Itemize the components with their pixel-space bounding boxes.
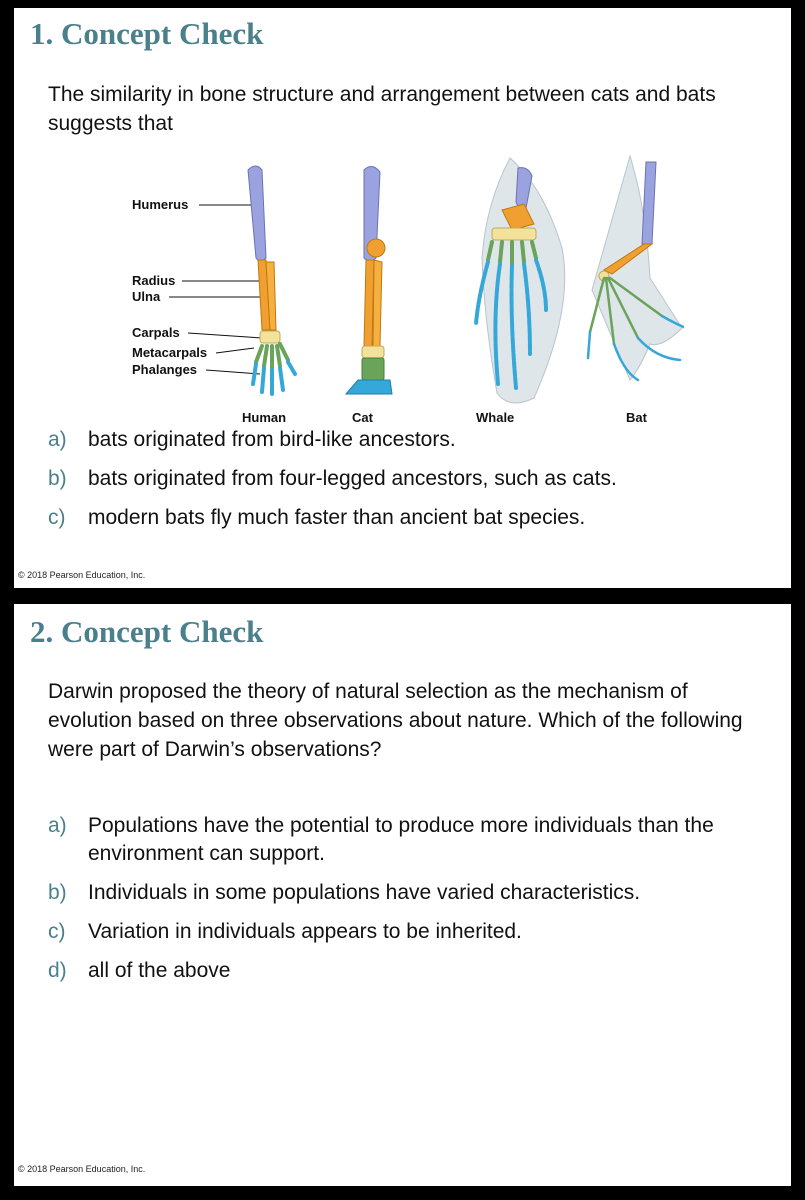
option-a[interactable]: a) Populations have the potential to produce more individuals than the environment can support. — [48, 814, 714, 865]
cat-limb — [346, 166, 392, 394]
label-human: Human — [242, 410, 287, 425]
slide-2-title: 2. Concept Check — [30, 614, 264, 649]
label-humerus: Humerus — [132, 197, 189, 212]
option-c[interactable]: c) Variation in individuals appears to be inherited. — [48, 920, 522, 943]
option-b[interactable]: b) Individuals in some populations have varied characteristics. — [48, 881, 641, 904]
slide-1-copyright: © 2018 Pearson Education, Inc. — [18, 570, 146, 580]
human-limb — [248, 166, 295, 394]
option-b[interactable]: b) bats originated from four-legged ancestors, such as cats. — [48, 467, 617, 490]
label-metacarpals: Metacarpals — [132, 345, 208, 360]
slide-1 — [14, 8, 791, 588]
label-carpals: Carpals — [132, 325, 180, 340]
label-phalanges: Phalanges — [132, 362, 198, 377]
slide-2-copyright: © 2018 Pearson Education, Inc. — [18, 1164, 146, 1174]
slide-1-title: 1. Concept Check — [30, 16, 264, 51]
slide-1-options — [48, 426, 778, 543]
slide-1-question: The similarity in bone structure and arrangement between cats and bats suggests that — [48, 83, 716, 135]
label-radius: Radius — [132, 273, 176, 288]
slide-2 — [14, 604, 791, 1186]
bat-limb — [588, 156, 684, 380]
option-d[interactable]: d) all of the above — [48, 959, 231, 982]
slide-2-options — [48, 812, 778, 996]
label-cat: Cat — [352, 410, 373, 425]
label-whale: Whale — [476, 410, 515, 425]
whale-limb — [476, 158, 565, 403]
slide-2-question: Darwin proposed the theory of natural selection as the mechanism of evolution based on three observations about nature. Which of the following were part of Darwin’s observations? — [48, 680, 743, 761]
label-bat: Bat — [626, 410, 647, 425]
option-c[interactable]: c) modern bats fly much faster than ancient bat species. — [48, 506, 586, 529]
option-a[interactable]: a) bats originated from bird-like ancestors. — [48, 428, 456, 451]
label-ulna: Ulna — [132, 289, 161, 304]
homologous-limbs-figure — [114, 148, 684, 428]
